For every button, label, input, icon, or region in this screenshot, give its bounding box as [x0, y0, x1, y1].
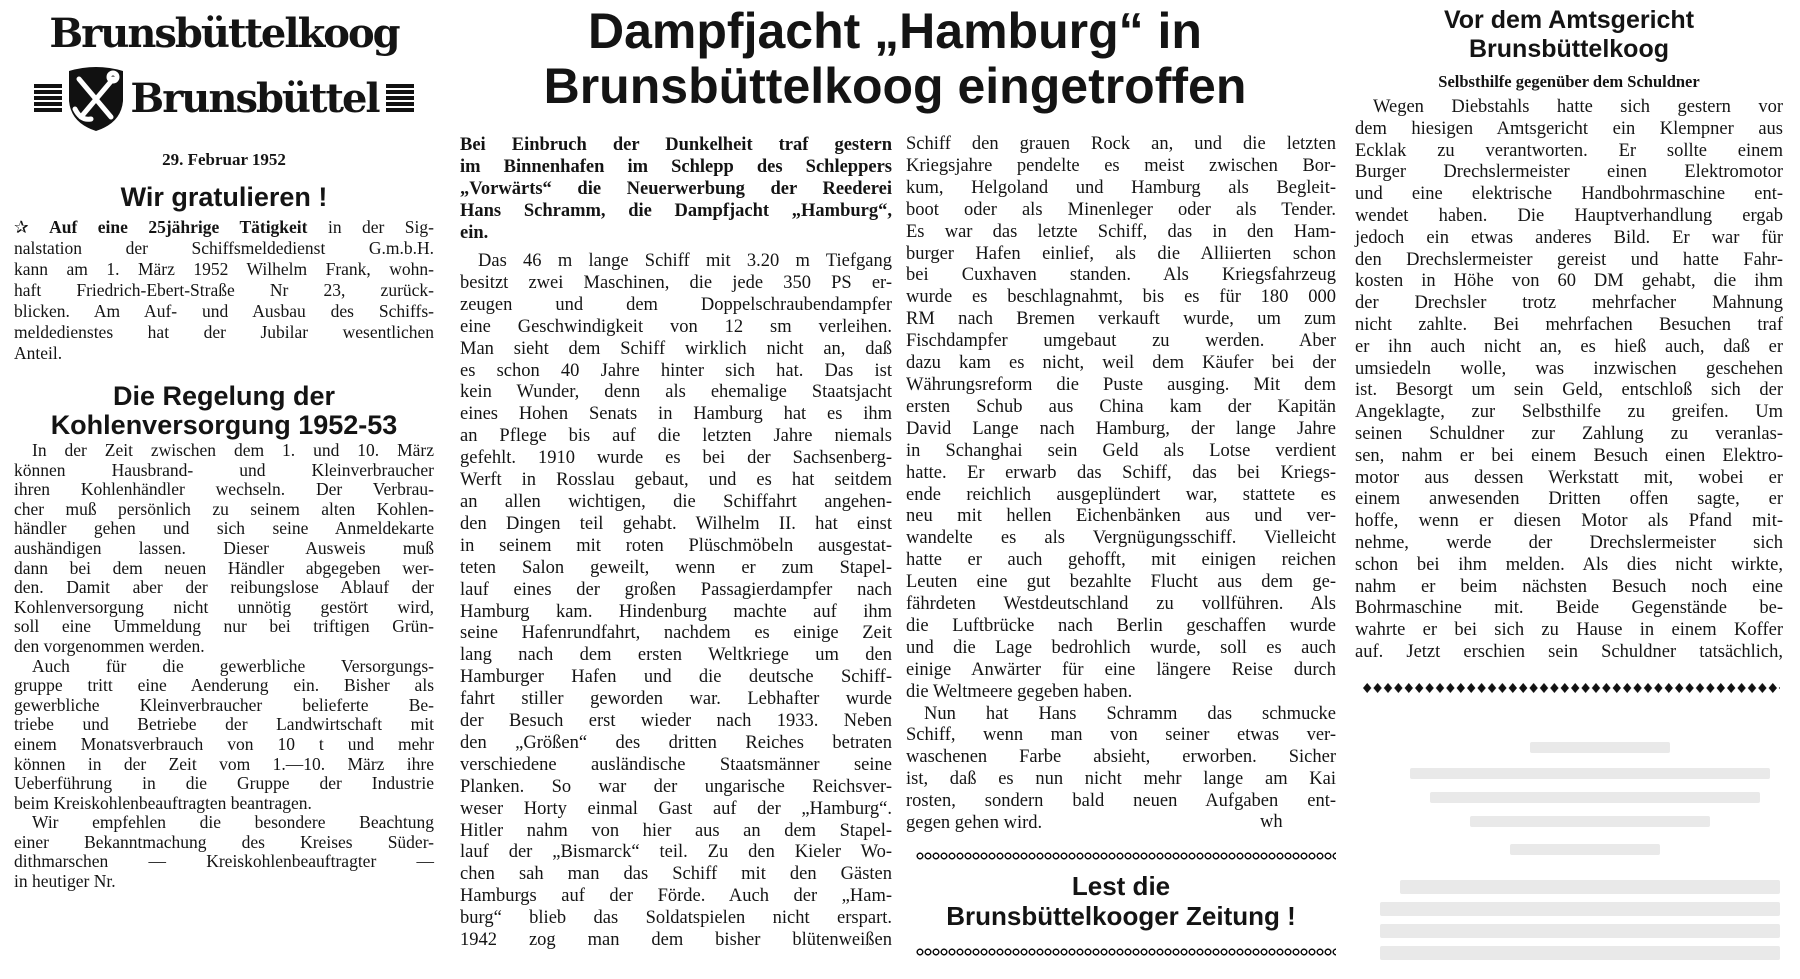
text-line — [460, 733, 892, 755]
text-line — [460, 886, 892, 908]
text-line — [460, 645, 892, 667]
text-line-content: Hans Schramm, die Dampfjacht „Hamburg“, — [460, 201, 892, 221]
text-line — [460, 426, 892, 448]
text-line-content: dann bei dem neuen Händler abgegeben wer- — [14, 557, 434, 578]
text-line-content: ende reichlich ausgeplündert war, stattete es — [906, 484, 1336, 505]
text-line-content: hoffe, wenn er diesen Motor als Pfand mit- — [1355, 511, 1783, 532]
text-line-content: verschiedene ausländische Staatsmänner seine — [460, 754, 892, 775]
text-line-content: den. Damit aber der reibungslose Ablauf der — [14, 577, 434, 598]
text-line — [1355, 468, 1783, 490]
text-line-content: können in der Zeit vom 1.—10. März ihre — [14, 753, 434, 774]
text-line-content: aushändigen lassen. Dieser Ausweis muß — [14, 537, 434, 558]
text-line-content: Wegen Diebstahls hatte sich gestern vor — [1373, 97, 1783, 117]
text-line — [460, 777, 892, 799]
text-line — [14, 813, 434, 833]
text-line-content: Bei Einbruch der Dunkelheit traf gestern — [460, 135, 892, 155]
kohlen-body — [14, 441, 434, 892]
text-line — [906, 178, 1336, 200]
text-line — [1355, 162, 1783, 184]
amtsgericht-subtitle: Selbsthilfe gegenüber dem Schuldner — [1438, 72, 1700, 91]
text-line-content: burg“ blieb das Soldatspielen nicht erspart. — [460, 908, 892, 929]
text-line — [14, 676, 434, 696]
text-line — [14, 696, 434, 716]
text-line-content: David Lange nach Hamburg, der lange Jahre — [906, 418, 1336, 439]
text-line — [460, 251, 892, 273]
faded-bleed-through — [1370, 720, 1780, 970]
dampfjacht-body-col2 — [906, 134, 1336, 835]
text-line — [14, 755, 434, 775]
text-line — [14, 441, 434, 461]
text-line — [14, 617, 434, 637]
text-line-content: wahrte er bei sich zu Hause in einem Koffer — [1355, 620, 1783, 641]
text-line — [460, 514, 892, 536]
text-line-content: einem Monatsverbrauch von 10 t und mehr — [14, 733, 434, 754]
text-line — [906, 397, 1336, 419]
text-line-content: den Drechslermeister gereist und hatte Fahr- — [1355, 249, 1783, 270]
text-line — [14, 238, 434, 259]
faded-line — [1530, 742, 1670, 753]
text-line — [14, 539, 434, 559]
text-line — [14, 480, 434, 500]
gratulation-first-line: in der Sig- — [307, 217, 434, 237]
text-line-content: die Weltmeere gegeben haben. — [906, 681, 1133, 702]
circle-ornament-rule — [916, 851, 1336, 861]
text-line-content: Hamburgs auf der Förde. Auch der „Ham- — [460, 886, 892, 907]
masthead-logo — [14, 8, 434, 138]
text-line — [906, 638, 1336, 660]
text-line — [14, 833, 434, 853]
text-line-content: eine Geschwindigkeit von 12 sm verleihen. — [460, 316, 892, 337]
text-line — [14, 715, 434, 735]
text-line-content: an Pflege bis auf die letzten Jahre niemals — [460, 426, 892, 447]
text-line-content: lang nach dem ersten Weltkriege um den — [460, 645, 892, 666]
logo-text-brunsbuettel: Brunsbüttel — [130, 75, 379, 122]
text-line-content: seine Hafenrundfahrt, nachdem es einige Zeit — [460, 623, 892, 644]
text-line — [460, 711, 892, 733]
text-line-content: blicken. Am Auf- und Ausbau des Schiffs- — [14, 301, 434, 321]
text-line — [906, 309, 1336, 331]
text-line — [906, 485, 1336, 507]
text-line-content: meldedienstes hat der Jubilar wesentlichen — [14, 322, 434, 342]
text-line-content: Hitler nahm von hier aus an dem Stapel- — [460, 820, 892, 841]
text-line-content: 1942 zog man dem bisher blütenweißen — [460, 930, 892, 951]
text-line-content: hatte er auch gehofft, mit einigen reichen — [906, 550, 1336, 571]
text-line — [1355, 337, 1783, 359]
text-line — [460, 930, 892, 952]
text-line-content: in seinem mit roten Plüschmöbeln ausgestat- — [460, 535, 892, 556]
text-line-content: nalstation der Schiffsmeldedienst G.m.b.H. — [14, 238, 434, 258]
issue-date: 29. Februar 1952 — [162, 150, 286, 169]
promo-line2: Brunsbüttelkooger Zeitung ! — [946, 901, 1296, 931]
text-line — [14, 461, 434, 481]
text-line-content: ist, daß es nun nicht mehr lange am Kai — [906, 769, 1336, 790]
text-line — [14, 217, 434, 238]
text-line — [14, 519, 434, 539]
text-line — [14, 774, 434, 794]
text-line — [460, 689, 892, 711]
text-line-content: RM nach Bremen verkauft wurde, um zum — [906, 309, 1336, 330]
diamond-ornament-rule — [1362, 681, 1780, 695]
text-line-content: dazu kam es nicht, weil dem Käufer bei der — [906, 353, 1336, 374]
text-line-content: den Dingen teil gehabt. Wilhelm II. hat einst — [460, 513, 892, 534]
text-line-content: lauf der „Bismarck“ teil. Zu den Kieler Wo- — [460, 842, 892, 863]
faded-line — [1430, 792, 1760, 803]
faded-line — [1380, 902, 1780, 916]
text-line — [460, 317, 892, 339]
amtsgericht-body — [1355, 97, 1783, 664]
text-line — [1355, 228, 1783, 250]
text-line — [460, 156, 892, 178]
text-line — [906, 682, 1336, 704]
text-line — [906, 265, 1336, 287]
text-line — [906, 572, 1336, 594]
kohlen-heading-line2: Kohlenversorgung 1952-53 — [50, 410, 398, 440]
amtsgericht-heading-line1: Vor dem Amtsgericht — [1443, 6, 1695, 34]
text-line-content: soll eine Ummeldung nur bei triftigen Grün- — [14, 616, 434, 637]
text-line-content: und die Lage bedrohlich wurde, soll es auch — [906, 637, 1336, 658]
headline-line2: Brunsbüttelkoog eingetroffen — [543, 58, 1247, 114]
text-line — [906, 528, 1336, 550]
text-line — [460, 667, 892, 689]
promo-box — [906, 871, 1336, 931]
faded-line — [1400, 880, 1780, 894]
text-line — [14, 322, 434, 343]
text-line-content: Kriegsjahre pendelte es meist zwischen Bor- — [906, 155, 1336, 176]
gratulation-lead: Auf eine 25jährige Tätigkeit — [49, 217, 308, 237]
text-line-content: weser Horty einmal Gast auf der „Hamburg“. — [460, 798, 892, 819]
text-line — [14, 343, 434, 364]
text-line — [1355, 141, 1783, 163]
text-line-content: wendet haben. Die Hauptverhandlung ergab — [1355, 205, 1783, 226]
text-line — [1355, 533, 1783, 555]
text-line-content: einer Bekanntmachung des Kreises Süder- — [14, 831, 434, 852]
text-line — [460, 295, 892, 317]
dampfjacht-body-col1 — [460, 251, 892, 952]
faded-line — [1380, 924, 1780, 938]
text-line-content: „Vorwärts“ die Neuerwerbung der Reederei — [460, 179, 892, 199]
text-line-content: motor aus dessen Werkstatt mit, wobei er — [1355, 467, 1783, 488]
text-line-content: rosten, sondern bald neuen Aufgaben ent- — [906, 791, 1336, 812]
text-line-content: Burger Drechslermeister einen Elektromotor — [1355, 162, 1783, 183]
gratulation-body — [14, 217, 434, 364]
text-line-content: kein Wunder, denn als ehemalige Staatsjacht — [460, 382, 892, 403]
text-line-content: Bohrmaschine mit. Beide Gegenstände be- — [1355, 598, 1783, 619]
text-line — [460, 864, 892, 886]
text-line — [14, 500, 434, 520]
text-line — [460, 623, 892, 645]
text-line-content: Angeklagte, zur Selbsthilfe zu greifen. Um — [1355, 402, 1783, 423]
amtsgericht-heading — [1355, 6, 1783, 64]
text-line — [906, 331, 1336, 353]
text-line-content: Hamburg kam. Hindenburg machte auf ihm — [460, 601, 892, 622]
text-line — [460, 134, 892, 156]
text-line — [1355, 489, 1783, 511]
text-line-content: teten Salon geweilt, wenn er zum Stapel- — [460, 557, 892, 578]
text-line-content: ein. — [460, 223, 489, 243]
logo-band-left — [34, 84, 62, 114]
text-line-content: ist. Besorgt um sein Geld, entschloß sich der — [1355, 380, 1783, 401]
text-line — [460, 448, 892, 470]
amtsgericht-heading-line2: Brunsbüttelkoog — [1469, 35, 1669, 63]
text-line-content: Es war das letzte Schiff, das in den Ham- — [906, 221, 1336, 242]
text-line-content: Das 46 m lange Schiff mit 3.20 m Tiefgang — [478, 251, 892, 271]
text-line — [906, 660, 1336, 682]
dampfjacht-lead — [460, 134, 892, 244]
text-line-content: Hamburger Hafen und die deutsche Schiff- — [460, 667, 892, 688]
headline-line1: Dampfjacht „Hamburg“ in — [588, 3, 1202, 59]
text-line-content: zeugen und dem Doppelschraubendampfer — [460, 294, 892, 315]
text-line-content: in heutiger Nr. — [14, 871, 116, 892]
text-line-content: dithmarschen — Kreiskohlenbeauftragter — — [14, 851, 434, 872]
text-line-content: cher muß persönlich zu seinem alten Kohlen- — [14, 498, 434, 519]
text-line — [460, 492, 892, 514]
text-line — [1355, 315, 1783, 337]
logo-band-right — [386, 84, 414, 114]
text-line-content: auf. Jetzt erschien sein Schuldner tatsächlich, — [1355, 641, 1783, 662]
text-line — [1355, 642, 1783, 664]
text-line — [460, 200, 892, 222]
text-line-content: der Besuch erst wieder nach 1933. Neben — [460, 711, 892, 732]
text-line — [14, 794, 434, 814]
text-line — [14, 735, 434, 755]
text-line — [906, 616, 1336, 638]
text-line-content: gewerbliche Kleinverbraucher belieferte Be- — [14, 694, 434, 715]
text-line — [1355, 511, 1783, 533]
text-line — [906, 550, 1336, 572]
text-line — [906, 441, 1336, 463]
text-line-content: beim Kreiskohlenbeauftragten beantragen. — [14, 792, 312, 813]
text-line — [906, 419, 1336, 441]
text-line-content: waschenen Farbe absieht, erworben. Sicher — [906, 747, 1336, 768]
dampfjacht-headline — [470, 4, 1320, 114]
text-line — [906, 769, 1336, 791]
text-line — [14, 598, 434, 618]
text-line-content: Man sieht dem Schiff wirklich nicht an, daß — [460, 338, 892, 359]
text-line — [14, 872, 434, 892]
text-line-content: in Schanghai sein Geld als Lotse verdient — [906, 440, 1336, 461]
star-icon: ✰ — [14, 217, 50, 237]
text-line — [460, 799, 892, 821]
text-line — [1355, 598, 1783, 620]
text-line-content: fährdeten Westdeutschland zu vollführen. Als — [906, 594, 1336, 615]
text-line — [460, 755, 892, 777]
text-line — [906, 287, 1336, 309]
text-line — [906, 791, 1336, 813]
text-line — [460, 273, 892, 295]
text-line-content: seinen Schuldner zur Zahlung zu veranlas- — [1355, 423, 1783, 444]
text-line-content: Schiff den grauen Rock an, und die letzten — [906, 134, 1336, 154]
text-line — [1355, 119, 1783, 141]
text-line — [460, 558, 892, 580]
text-line-content: besitzt zwei Maschinen, die jede 350 PS er- — [460, 272, 892, 293]
text-line — [1355, 271, 1783, 293]
text-line — [1355, 446, 1783, 468]
text-line-content: die Luftbrücke nach Berlin geschaffen wurde — [906, 615, 1336, 636]
text-line-content: burger Hafen einlief, als die Alliierten schon — [906, 243, 1336, 264]
text-line — [460, 580, 892, 602]
text-line-content: gruppe tritt eine Aenderung ein. Bisher als — [14, 675, 434, 696]
text-line — [906, 134, 1336, 156]
logo-text-brunsbuettelkoog: Brunsbüttelkoog — [49, 10, 399, 57]
text-line — [1355, 620, 1783, 642]
text-line-content: kann am 1. März 1952 Wilhelm Frank, wohn- — [14, 259, 434, 279]
text-line — [460, 361, 892, 383]
text-line-content: kosten in Höhe von 60 DM gehabt, die ihm — [1355, 271, 1783, 292]
logo-row — [14, 64, 434, 134]
text-line-content: Fischdampfer umgebaut zu werden. Aber — [906, 331, 1336, 352]
text-line — [906, 244, 1336, 266]
text-line-content: neu mit hellen Eichenbänken aus und ver- — [906, 506, 1336, 527]
faded-line — [1470, 816, 1710, 827]
text-line — [14, 852, 434, 872]
text-line — [906, 725, 1336, 747]
text-line — [906, 463, 1336, 485]
text-line-content: wurde es beschlagnahmt, bis es für 180 000 — [906, 287, 1336, 308]
text-line-content: er ihn auch nicht an, es hieß auch, daß er — [1355, 336, 1783, 357]
text-line — [460, 339, 892, 361]
text-line-content: triebe und Betriebe der Landwirtschaft mit — [14, 714, 434, 735]
text-line-content: In der Zeit zwischen dem 1. und 10. März — [32, 440, 434, 460]
text-line-content: im Binnenhafen im Schlepp des Schleppers — [460, 157, 892, 177]
text-line-content: es schon 40 Jahre hinter sich hat. Das ist — [460, 360, 892, 381]
text-line — [906, 353, 1336, 375]
text-line-content: ihren Kohlenhändler wechseln. Der Verbrau- — [14, 479, 434, 500]
anchor-shield-icon — [65, 65, 127, 133]
text-line-content: den „Größen“ des dritten Reiches betraten — [460, 732, 892, 753]
text-line — [1355, 293, 1783, 315]
text-line-content: sen, nahm er bei einem Besuch einen Elektro- — [1355, 445, 1783, 466]
text-line-content: Wir empfehlen die besondere Beachtung — [32, 812, 434, 833]
text-line — [906, 156, 1336, 178]
text-line — [906, 200, 1336, 222]
text-line-content: Ueberführung in die Gruppe der Industrie — [14, 773, 434, 794]
text-line — [1355, 206, 1783, 228]
text-line-content: gegen gehen wird. — [906, 813, 1043, 834]
text-line-content: Leuten eine gut bezahlte Flucht aus dem ge- — [906, 572, 1336, 593]
text-line-content: haft Friedrich-Ebert-Straße Nr 23, zurück- — [14, 280, 434, 300]
text-line-content: nehme, werde der Drechslermeister sich — [1355, 532, 1783, 553]
gratulation-heading: Wir gratulieren ! — [120, 182, 328, 212]
faded-line — [1380, 946, 1780, 960]
text-line-content: umsiedeln wolle, was inzwischen geschehen — [1355, 358, 1783, 379]
text-line-content: Schiff, wenn man von seiner etwas ver- — [906, 725, 1336, 746]
text-line-content: lauf eines der großen Passagierdampfer nach — [460, 579, 892, 600]
text-line — [906, 594, 1336, 616]
text-line-content: händler gehen und sich seine Anmeldekarte — [14, 518, 434, 539]
text-line-content: einige Anwärter für eine längere Reise durch — [906, 659, 1336, 680]
text-line-content: und eine elektrische Handbohrmaschine ent- — [1355, 184, 1783, 205]
circle-ornament-rule — [916, 947, 1336, 957]
text-line-content: hatte. Er erwarb das Schiff, das bei Kriegs- — [906, 462, 1336, 483]
text-line-content: Anteil. — [14, 343, 63, 363]
text-line-content: Kohlenversorgung nicht unnötig gestört wird, — [14, 596, 434, 617]
text-line — [460, 842, 892, 864]
text-line-content: boot oder als Minenleger oder als Tender. — [906, 199, 1336, 220]
text-line-content: wandelte es als Vergnügungsschiff. Vielleicht — [906, 528, 1336, 549]
text-line-content: Planken. So war der ungarische Reichsver- — [460, 776, 892, 797]
faded-line — [1410, 768, 1770, 779]
text-line-content: bei Cuxhaven standen. Als Kriegsfahrzeug — [906, 265, 1336, 286]
text-line — [14, 301, 434, 322]
text-line — [460, 908, 892, 930]
text-line-content: Ecklak zu verantworten. Er sollte einem — [1355, 140, 1783, 161]
text-line-content: den vorgenommen werden. — [14, 635, 205, 656]
text-line — [460, 178, 892, 200]
kohlen-heading — [14, 382, 434, 440]
text-line — [460, 382, 892, 404]
text-line-content: nicht zahlte. Bei mehrfachen Besuchen traf — [1355, 314, 1783, 335]
text-line — [1355, 359, 1783, 381]
text-line-content: Werft in Rosslau gebaut, und es hat seitdem — [460, 470, 892, 491]
text-line — [906, 222, 1336, 244]
text-line — [1355, 402, 1783, 424]
text-line-content: fahrt stiller geworden war. Lebhafter wurde — [460, 689, 892, 710]
text-line — [906, 506, 1336, 528]
text-line-content: jedoch ein etwas anderes Bild. Er war für — [1355, 227, 1783, 248]
text-line — [460, 536, 892, 558]
text-line — [1355, 555, 1783, 577]
text-line — [14, 637, 434, 657]
text-line — [906, 704, 1336, 726]
kohlen-heading-line1: Die Regelung der — [112, 381, 336, 411]
text-line — [1355, 97, 1783, 119]
text-line-content: Auch für die gewerbliche Versorgungs- — [32, 655, 434, 676]
text-line-content: chen sah man das Schiff mit den Gästen — [460, 864, 892, 885]
faded-line — [1510, 844, 1660, 855]
author-signature: wh — [1260, 812, 1283, 832]
text-line — [1355, 380, 1783, 402]
text-line-content: an allen wichtigen, die Schiffahrt angehen- — [460, 491, 892, 512]
text-line-content: Nun hat Hans Schramm das schmucke — [924, 703, 1336, 724]
text-line — [460, 404, 892, 426]
text-line-content: schon bei ihm melden. Als dies nicht wirkte, — [1355, 554, 1783, 575]
text-line-content: der Drechsler trotz mehrfacher Mahnung — [1355, 293, 1783, 314]
text-line — [1355, 424, 1783, 446]
text-line-content: kum, Helgoland und Hamburg als Begleit- — [906, 177, 1336, 198]
text-line-content: eines Hohen Senats in Hamburg hat es ihm — [460, 404, 892, 425]
text-line-content: ersten Schub aus China kam der Kapitän — [906, 396, 1336, 417]
text-line-content: einem anwesenden Dritten offen sagte, er — [1355, 489, 1783, 510]
text-line — [1355, 184, 1783, 206]
text-line — [906, 375, 1336, 397]
text-line-content: können Hausbrand- und Kleinverbraucher — [14, 459, 434, 480]
text-line — [460, 821, 892, 843]
text-line — [14, 259, 434, 280]
text-line-content: nahm er beim nächsten Besuch noch eine — [1355, 576, 1783, 597]
gratulation-lines — [14, 238, 434, 364]
text-line-content: Währungsreform die Puste ausging. Mit dem — [906, 374, 1336, 395]
text-line — [1355, 250, 1783, 272]
text-line-content: dem hiesigen Amtsgericht ein Klempner aus — [1355, 118, 1783, 139]
text-line — [906, 747, 1336, 769]
text-line — [14, 559, 434, 579]
promo-line1: Lest die — [1071, 871, 1171, 901]
text-line — [14, 657, 434, 677]
text-line — [460, 602, 892, 624]
text-line-content: gefehlt. 1910 wurde es bei der Sachsenberg- — [460, 448, 892, 469]
text-line — [14, 280, 434, 301]
text-line — [460, 222, 892, 244]
text-line — [14, 578, 434, 598]
text-line — [1355, 577, 1783, 599]
text-line — [460, 470, 892, 492]
